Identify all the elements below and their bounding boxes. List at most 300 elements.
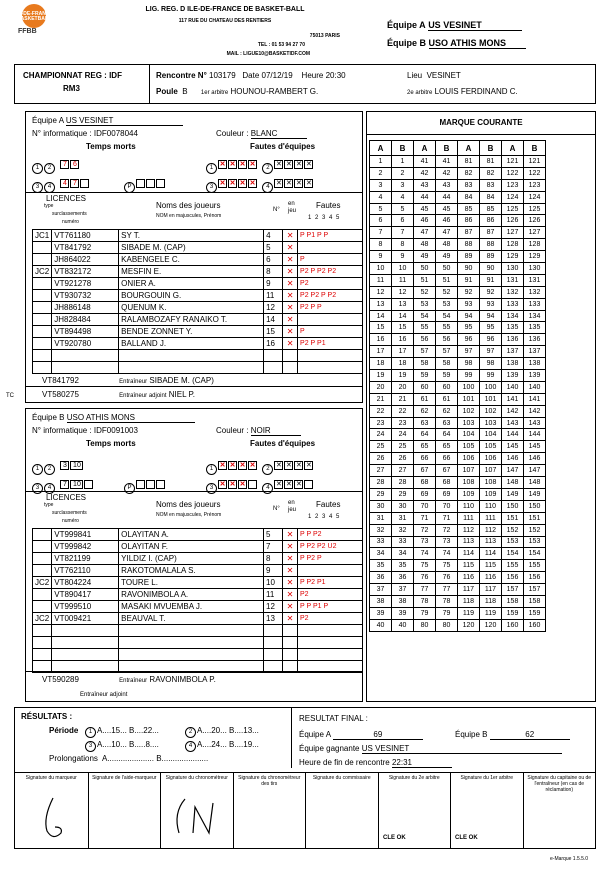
score-cell: 6 [392,215,414,227]
player-en-jeu: ✕ [283,290,298,302]
score-cell: 72 [414,524,436,536]
player-row [33,362,363,374]
score-cell: 30 [392,500,414,512]
score-cell: 151 [502,512,524,524]
player-type: JC1 [33,230,52,242]
score-cell: 115 [480,560,502,572]
score-cell: 121 [524,156,546,168]
score-cell: 137 [502,346,524,358]
score-cell: 132 [524,286,546,298]
player-name: SY T. [119,230,264,242]
score-cell: 36 [392,572,414,584]
score-cell: 105 [458,441,480,453]
signature-box: Signature du marqueur [25,775,77,781]
score-cell: 133 [502,298,524,310]
score-cell: 64 [414,429,436,441]
period-2: 2 A....20... B....13... [185,726,259,738]
score-cell: 97 [458,346,480,358]
score-cell: 43 [436,179,458,191]
player-type [33,338,52,350]
score-cell: 151 [524,512,546,524]
score-cell: 113 [458,536,480,548]
score-cell: 153 [502,536,524,548]
score-cell: 73 [436,536,458,548]
player-number: 13 [264,613,283,625]
score-cell: 70 [436,500,458,512]
header-team-a: Équipe A US VESINET [387,20,522,30]
score-cell: 48 [436,239,458,251]
player-row [33,577,363,589]
player-licence [52,350,119,362]
score-cell: 106 [458,453,480,465]
score-cell: 22 [370,405,392,417]
team-a-box: Équipe A US VESINET N° informatique : IDF0078044 Couleur : BLANC Temps morts Fautes d'équipes 1 2 7 6 3 4 4 7 P 1 ✕ ✕ ✕ ✕ 2 ✕ ✕ ✕ ✕ 3 ✕ ✕ ✕ ✕ 4 ✕ ✕ ✕ ✕ LICENCES type surclassements numéro Noms des joueurs NOM en majuscules, Prénom N° en jeu Fautes 1 2 3 4 5 JC1 VT761180 SY T. 4 ✕ P P1 P P VT841792 SIBADE M. (CAP) 5 ✕ JH864022 KABENGELE C. 6 ✕ P JC2 VT832172 MESFIN E. 8 ✕ P2 P P2 P2 VT921278 ONIER A. 9 ✕ P2 VT930732 BOURGOUIN G. 11 ✕ P2 P2 P P2 JH886148 QUENUM K. 12 ✕ P2 P P JH828484 RALAMBOZAFY RANAIKO T. 14 ✕ VT894498 BENDE ZONNET Y. 15 ✕ P VT920780 BALLAND J. 16 ✕ P2 P P1 VT841792 Entraîneur SIBADE M. (CAP) VT580275 Entraîneur adjoint NIEL P. [25,111,363,403]
score-col-header: B [480,141,502,156]
score-cell: 87 [480,227,502,239]
score-cell: 34 [370,548,392,560]
player-number: 8 [264,266,283,278]
score-cell: 86 [480,215,502,227]
player-type [33,529,52,541]
score-cell: 100 [458,381,480,393]
score-cell: 40 [370,619,392,631]
score-cell: 29 [392,488,414,500]
score-cell: 145 [524,441,546,453]
score-cell: 131 [524,274,546,286]
score-cell: 75 [436,560,458,572]
score-cell: 29 [370,488,392,500]
running-score-table [369,140,546,632]
score-cell: 38 [392,595,414,607]
player-row [33,302,363,314]
signature-box: Signature du commissaire [305,773,378,849]
score-cell: 78 [414,595,436,607]
score-cell: 150 [502,500,524,512]
score-cell: 146 [524,453,546,465]
player-row [33,649,363,661]
score-cell: 65 [436,441,458,453]
player-fouls [298,565,363,577]
score-cell: 47 [414,227,436,239]
player-fouls: P2 P P1 [298,338,363,350]
score-cell: 133 [524,298,546,310]
score-cell: 139 [524,370,546,382]
score-cell: 134 [502,310,524,322]
results-box: RÉSULTATS : Période 1 A....15... B....22... 2 A....20... B....13... 3 A....10... B.....8.... 4 A....24... B....19... Prolongations A..................... B..................... RESULTAT FINAL : Équipe A 69 Équipe B 62 Équipe gagnante US VESINET Heure de fin de rencontre 22:31 Signature du marqueur Signature de l'aide-marqueur Signature du chronométreur Signature du chronométreur des tirs Signature du commissaire Signature du 2e arbitre Signature du 1er arbitre Signature du capitaine ou de l'entraîneur (en cas de réclamation) CLE OK CLE OK [14,707,596,849]
score-cell: 3 [392,179,414,191]
player-fouls: P P2 P1 [298,577,363,589]
score-cell: 66 [414,453,436,465]
score-cell: 39 [392,607,414,619]
score-cell: 40 [392,619,414,631]
score-cell: 5 [370,203,392,215]
score-cell: 24 [370,429,392,441]
player-row [33,637,363,649]
score-cell: 89 [480,251,502,263]
player-licence: VT930732 [52,290,119,302]
score-cell: 85 [458,203,480,215]
player-en-jeu: ✕ [283,541,298,553]
player-name: MESFIN E. [119,266,264,278]
player-row [33,314,363,326]
player-type [33,326,52,338]
player-type [33,350,52,362]
score-cell: 63 [436,417,458,429]
player-number: 7 [264,541,283,553]
score-cell: 31 [370,512,392,524]
timeouts-b: 1 2 3 10 [32,457,84,475]
score-cell: 42 [414,167,436,179]
score-cell: 15 [370,322,392,334]
score-cell: 118 [480,595,502,607]
score-cell: 62 [414,405,436,417]
score-cell: 7 [370,227,392,239]
score-cell: 4 [370,191,392,203]
score-cell: 85 [480,203,502,215]
score-cell: 108 [458,477,480,489]
player-en-jeu: ✕ [283,326,298,338]
score-cell: 143 [502,417,524,429]
score-cell: 157 [502,584,524,596]
player-number [264,350,283,362]
player-licence [52,649,119,661]
player-name: YILDIZ I. (CAP) [119,553,264,565]
score-cell: 145 [502,441,524,453]
score-cell: 152 [524,524,546,536]
player-type [33,637,52,649]
score-cell: 106 [480,453,502,465]
player-fouls: P2 [298,589,363,601]
player-licence: JH828484 [52,314,119,326]
score-cell: 67 [414,465,436,477]
score-cell: 20 [392,381,414,393]
player-licence: VT921278 [52,278,119,290]
score-cell: 128 [502,239,524,251]
score-cell: 1 [392,156,414,168]
score-col-header: B [392,141,414,156]
score-col-header: B [436,141,458,156]
score-cell: 81 [458,156,480,168]
player-type [33,254,52,266]
score-cell: 50 [436,263,458,275]
period-4: 4 A....24... B....19... [185,740,259,752]
score-cell: 59 [436,370,458,382]
score-cell: 130 [524,263,546,275]
player-number [264,362,283,374]
score-cell: 39 [370,607,392,619]
score-cell: 111 [480,512,502,524]
team-fouls-b: 1 ✕ ✕ ✕ ✕ 2 ✕ ✕ ✕ ✕ [206,457,314,475]
coach-b: VT590289 Entraîneur RAVONIMBOLA P. [42,675,216,684]
score-cell: 46 [414,215,436,227]
player-row [33,613,363,625]
score-cell: 65 [414,441,436,453]
player-number: 8 [264,553,283,565]
signature-marqueur [35,793,75,843]
score-cell: 57 [414,346,436,358]
player-row [33,242,363,254]
player-row [33,254,363,266]
score-cell: 108 [480,477,502,489]
score-cell: 126 [502,215,524,227]
score-cell: 6 [370,215,392,227]
ffbb-logo: FFBB [18,28,37,35]
score-cell: 103 [480,417,502,429]
team-fouls-a: 1 ✕ ✕ ✕ ✕ 2 ✕ ✕ ✕ ✕ [206,156,314,174]
player-type [33,278,52,290]
player-licence: VT999510 [52,601,119,613]
score-cell: 154 [524,548,546,560]
score-cell: 44 [414,191,436,203]
score-cell: 104 [458,429,480,441]
player-number [264,625,283,637]
score-cell: 138 [524,358,546,370]
player-type [33,541,52,553]
score-cell: 33 [370,536,392,548]
player-row [33,565,363,577]
score-cell: 66 [436,453,458,465]
score-cell: 8 [392,239,414,251]
score-cell: 116 [458,572,480,584]
player-number: 16 [264,338,283,350]
player-en-jeu: ✕ [283,278,298,290]
signature-box: Signature du 2e arbitre [378,773,451,849]
score-cell: 67 [436,465,458,477]
player-en-jeu: ✕ [283,565,298,577]
score-cell: 135 [524,322,546,334]
score-cell: 152 [502,524,524,536]
player-name: BOURGOUIN G. [119,290,264,302]
score-cell: 96 [458,334,480,346]
player-licence [52,637,119,649]
player-name: RAVONIMBOLA A. [119,589,264,601]
score-cell: 62 [436,405,458,417]
signature-box: Signature du chronométreur [160,773,233,849]
score-cell: 147 [502,465,524,477]
player-en-jeu: ✕ [283,589,298,601]
score-cell: 91 [480,274,502,286]
player-name [119,362,264,374]
score-cell: 43 [414,179,436,191]
player-fouls: P2 [298,613,363,625]
score-cell: 109 [458,488,480,500]
score-cell: 98 [458,358,480,370]
player-en-jeu: ✕ [283,529,298,541]
score-cell: 36 [370,572,392,584]
final-score-b: Équipe B 62 [455,730,570,740]
score-cell: 71 [436,512,458,524]
players-table-a [32,229,363,374]
player-number: 9 [264,278,283,290]
score-cell: 107 [480,465,502,477]
score-cell: 158 [524,595,546,607]
score-cell: 127 [524,227,546,239]
match-info-box: CHAMPIONNAT REG : IDF RM3 Rencontre N° 103179 Date 07/12/19 Heure 20:30 Lieu VESINET Poule B 1er arbitre HOUNOU-RAMBERT G. 2e arbitre LOUIS FERDINAND C. [14,64,596,104]
score-cell: 32 [392,524,414,536]
player-number: 15 [264,326,283,338]
score-cell: 2 [392,167,414,179]
score-cell: 23 [370,417,392,429]
score-cell: 64 [436,429,458,441]
score-cell: 100 [480,381,502,393]
score-cell: 125 [502,203,524,215]
score-cell: 90 [458,263,480,275]
score-cell: 45 [414,203,436,215]
player-licence: VT762110 [52,565,119,577]
player-number: 4 [264,230,283,242]
score-cell: 159 [524,607,546,619]
score-cell: 98 [480,358,502,370]
header-team-b: Équipe B USO ATHIS MONS [387,38,526,48]
player-licence: VT761180 [52,230,119,242]
score-cell: 10 [392,263,414,275]
score-cell: 95 [480,322,502,334]
score-cell: 60 [436,381,458,393]
player-licence: VT821199 [52,553,119,565]
score-cell: 142 [502,405,524,417]
score-cell: 24 [392,429,414,441]
score-col-header: B [524,141,546,156]
score-cell: 107 [458,465,480,477]
score-cell: 95 [458,322,480,334]
player-fouls: P P P1 P [298,601,363,613]
org-name: LIG. REG. D ILE-DE-FRANCE DE BASKET-BALL [145,6,305,13]
player-en-jeu: ✕ [283,254,298,266]
score-cell: 41 [436,156,458,168]
player-fouls: P [298,326,363,338]
score-cell: 115 [458,560,480,572]
score-cell: 46 [436,215,458,227]
period-1: 1 A....15... B....22... [85,726,159,738]
score-cell: 101 [458,393,480,405]
score-cell: 79 [414,607,436,619]
score-cell: 54 [436,310,458,322]
score-cell: 129 [524,251,546,263]
player-name [119,625,264,637]
score-cell: 153 [524,536,546,548]
score-cell: 116 [480,572,502,584]
score-cell: 9 [392,251,414,263]
score-cell: 156 [502,572,524,584]
score-cell: 136 [502,334,524,346]
score-cell: 90 [480,263,502,275]
score-cell: 109 [480,488,502,500]
score-cell: 16 [370,334,392,346]
player-en-jeu: ✕ [283,314,298,326]
player-fouls: P2 P2 P P2 [298,290,363,302]
player-licence: VT890417 [52,589,119,601]
player-number [264,649,283,661]
score-cell: 146 [502,453,524,465]
score-cell: 13 [370,298,392,310]
score-cell: 76 [436,572,458,584]
score-cell: 125 [524,203,546,215]
player-fouls [298,637,363,649]
score-cell: 128 [524,239,546,251]
score-cell: 124 [524,191,546,203]
player-en-jeu [283,637,298,649]
player-type [33,362,52,374]
player-en-jeu [283,649,298,661]
score-cell: 68 [414,477,436,489]
score-cell: 20 [370,381,392,393]
score-cell: 99 [458,370,480,382]
player-type [33,649,52,661]
score-cell: 34 [392,548,414,560]
score-cell: 76 [414,572,436,584]
player-name [119,649,264,661]
score-cell: 82 [480,167,502,179]
final-score-a: Équipe A 69 [299,730,423,740]
score-cell: 93 [480,298,502,310]
score-cell: 5 [392,203,414,215]
score-cell: 134 [524,310,546,322]
player-name: MASAKI MVUEMBA J. [119,601,264,613]
score-cell: 17 [392,346,414,358]
player-en-jeu [283,362,298,374]
signature-box: Signature de l'aide-marqueur [88,773,161,849]
score-cell: 70 [414,500,436,512]
score-col-header: A [370,141,392,156]
score-cell: 137 [524,346,546,358]
score-cell: 158 [502,595,524,607]
player-licence: VT832172 [52,266,119,278]
score-cell: 113 [480,536,502,548]
score-cell: 118 [458,595,480,607]
score-cell: 53 [414,298,436,310]
score-cell: 49 [436,251,458,263]
score-cell: 54 [414,310,436,322]
player-type [33,302,52,314]
player-name: BENDE ZONNET Y. [119,326,264,338]
score-cell: 80 [436,619,458,631]
score-cell: 38 [370,595,392,607]
score-cell: 93 [458,298,480,310]
player-type [33,242,52,254]
end-time: Heure de fin de rencontre 22:31 [299,758,452,768]
player-en-jeu [283,350,298,362]
score-cell: 52 [436,286,458,298]
score-cell: 73 [414,536,436,548]
player-number: 11 [264,290,283,302]
player-fouls: P [298,254,363,266]
player-fouls: P2 P P2 P2 [298,266,363,278]
player-en-jeu: ✕ [283,242,298,254]
player-row [33,350,363,362]
player-row [33,290,363,302]
score-cell: 97 [480,346,502,358]
player-en-jeu: ✕ [283,338,298,350]
player-type: JC2 [33,613,52,625]
score-col-header: A [414,141,436,156]
player-row [33,230,363,242]
score-cell: 81 [480,156,502,168]
score-cell: 17 [370,346,392,358]
player-number: 5 [264,242,283,254]
score-cell: 89 [458,251,480,263]
score-cell: 144 [524,429,546,441]
player-type [33,601,52,613]
score-cell: 11 [392,274,414,286]
score-cell: 101 [480,393,502,405]
score-cell: 47 [436,227,458,239]
score-cell: 126 [524,215,546,227]
player-type [33,290,52,302]
player-name: TOURE L. [119,577,264,589]
player-name: RAKOTOMALALA S. [119,565,264,577]
coach-adj-b: Entraîneur adjoint [80,692,128,698]
winning-team: Équipe gagnante US VESINET [299,744,562,754]
